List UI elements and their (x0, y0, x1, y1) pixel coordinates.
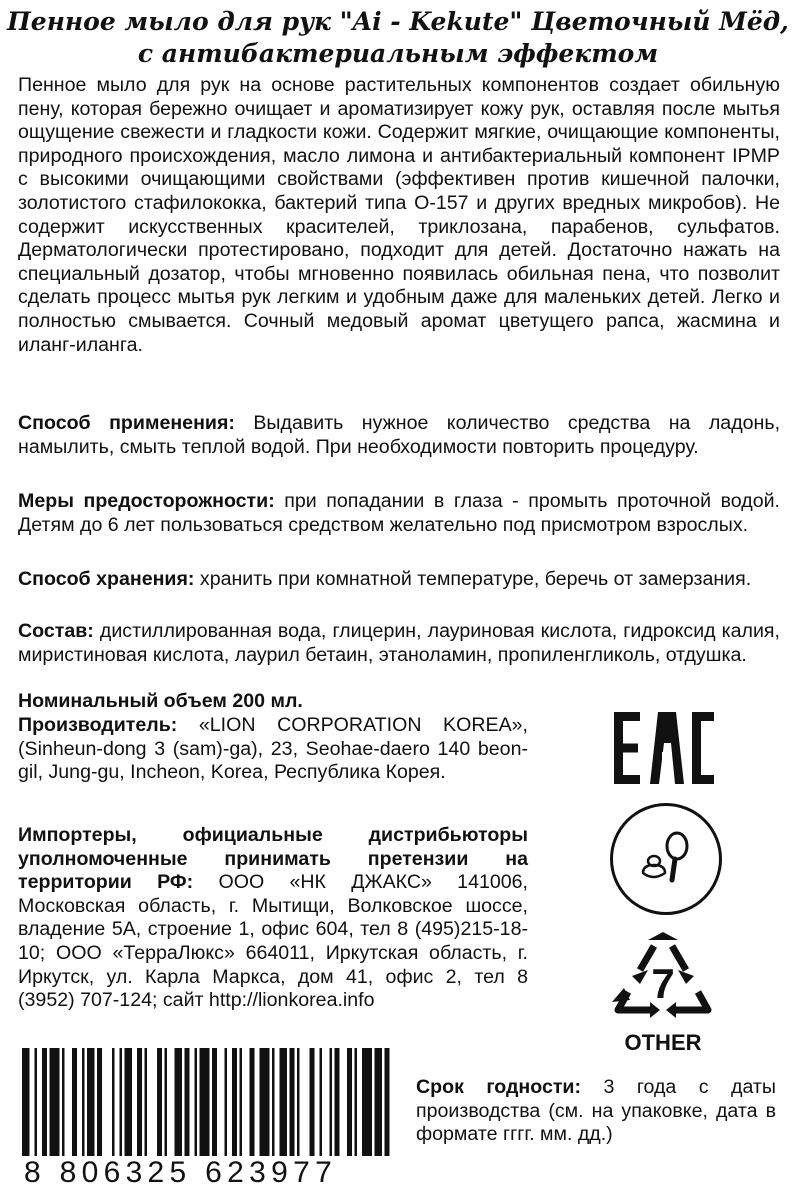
usage-text: Выдавить нужное количество средства на ладонь, намылить, смыть теплой водой. При необходимости повторить процедуру. (18, 412, 781, 458)
eac-mark-icon (614, 712, 714, 784)
barcode-bar (50, 1048, 60, 1156)
barcode (22, 1048, 402, 1156)
composition-text: дистиллированная вода, глицерин, лауриновая кислота, гидроксид калия, миристиновая кислота, лаурил бетаин, этаноламин, пропиленгликоль, отдушка. (18, 620, 780, 666)
expiry-text: 3 года с даты производства (см. на упаковке, дата в формате гггг. мм. дд.) (416, 1076, 776, 1146)
barcode-bar (250, 1048, 255, 1156)
recycle-7-icon (604, 930, 722, 1030)
barcode-bar (347, 1048, 352, 1156)
barcode-bar (212, 1048, 217, 1156)
barcode-bar (232, 1048, 237, 1156)
title-line-1: Пенное мыло для рук "Ai - Kekute" Цветочный Мёд, (7, 7, 789, 36)
recycle-label: OTHER (624, 1030, 702, 1055)
barcode-bar (260, 1048, 270, 1156)
importers-section (18, 824, 528, 1013)
caution-label: Меры предосторожности: (18, 490, 275, 512)
barcode-bar (240, 1048, 243, 1156)
barcode-bar (320, 1048, 323, 1156)
storage-label: Способ хранения: (18, 568, 195, 590)
storage-text: хранить при комнатной температуре, беречь от замерзания. (194, 568, 752, 590)
product-title (0, 6, 796, 70)
barcode-bar (330, 1048, 333, 1156)
barcode-bar (82, 1048, 85, 1156)
barcode-bar (137, 1048, 142, 1156)
barcode-bar (225, 1048, 228, 1156)
hand-wash-dispenser-circle (610, 803, 722, 915)
barcode-bar (97, 1048, 102, 1156)
manufacturer-section (18, 714, 528, 785)
squeeze-hand-wash-icon (613, 806, 719, 912)
description-paragraph: Пенное мыло для рук на основе растительных компонентов создает обильную пену, которая бережно очищает и ароматизирует кожу рук, оставляя после мытья ощущение свежести и гладкости кожи. Содержит мягкие, очищающие компоненты, природного происхождения, масло лимона и антибактериальный компонент IPMP с высокими очищающими свойствами (эффективен против кишечной палочки, золотистого стафилококка, бактерий типа О-157 и других вредных микробов). Не содержит искусственных красителей, триклозана, парабенов, сульфатов. Дерматологически протестировано, подходит для детей. Достаточно нажать на специальный дозатор, чтобы мгновенно появилась обильная пена, что позволит сделать процесс мытья рук легким и удобным даже для маленьких детей. Легко и полностью смывается. Сочный медовый аромат цветущего рапса, жасмина и иланг-иланга. (18, 74, 780, 356)
barcode-bar (62, 1048, 65, 1156)
recycle-number: 7 (651, 960, 675, 1007)
barcode-bar (310, 1048, 315, 1156)
volume-text: Номинальный объем 200 мл. (18, 690, 303, 712)
barcode-bar (200, 1048, 210, 1156)
barcode-bar (165, 1048, 168, 1156)
storage-section (18, 568, 780, 592)
barcode-bar (145, 1048, 148, 1156)
barcode-bar (290, 1048, 295, 1156)
composition-label: Состав: (18, 620, 94, 642)
barcode-bar (280, 1048, 288, 1156)
barcode-bar (362, 1048, 372, 1156)
barcode-bar (355, 1048, 358, 1156)
title-line-2: с антибактериальным эффектом (137, 39, 659, 68)
barcode-bar (22, 1048, 30, 1156)
barcode-bar (185, 1048, 190, 1156)
usage-label: Способ применения: (18, 412, 235, 434)
barcode-bar (35, 1048, 38, 1156)
barcode-bar (125, 1048, 133, 1156)
barcode-bar (87, 1048, 95, 1156)
importers-label: Импортеры, официальные дистрибьюторы уполномоченные принимать претензии на территории РФ: (18, 824, 528, 894)
barcode-bar (335, 1048, 340, 1156)
caution-section (18, 490, 780, 537)
barcode-number: 8 806325 623977 (24, 1156, 338, 1189)
manufacturer-text: «LION CORPORATION KOREA», (Sinheun-dong 3 (sam)-ga), 23, Seohae-daero 140 beon-gil, Jung-gu, Incheon, Korea, Республика Корея. (18, 714, 528, 784)
expiry-label: Срок годности: (416, 1076, 582, 1098)
usage-section (18, 412, 780, 459)
importers-text: ООО «НК ДЖАКС» 141006, Московская область, г. Мытищи, Волковское шоссе, владение 5А, строение 1, офис 604, тел 8 (495)215-18-10; ООО «ТерраЛюкс» 664011, Иркутская область, г. Иркутск, ул. Карла Маркса, дом 41, офис 2, тел 8 (3952) 707-124; сайт http://lionkorea.info (18, 871, 528, 1012)
barcode-bar (42, 1048, 47, 1156)
barcode-bar (375, 1048, 383, 1156)
barcode-bar (195, 1048, 198, 1156)
barcode-bar (272, 1048, 275, 1156)
composition-section (18, 620, 780, 667)
barcode-bar (112, 1048, 115, 1156)
barcode-bar (72, 1048, 77, 1156)
barcode-bar (120, 1048, 123, 1156)
caution-text: при попадании в глаза - промыть проточной водой. Детям до 6 лет пользоваться средством желательно под присмотром взрослых. (18, 490, 780, 536)
expiry-section (416, 1076, 776, 1147)
barcode-bar (157, 1048, 162, 1156)
barcode-bar (297, 1048, 300, 1156)
barcode-bar (385, 1048, 390, 1156)
barcode-bar (175, 1048, 183, 1156)
manufacturer-label: Производитель: (18, 714, 178, 736)
